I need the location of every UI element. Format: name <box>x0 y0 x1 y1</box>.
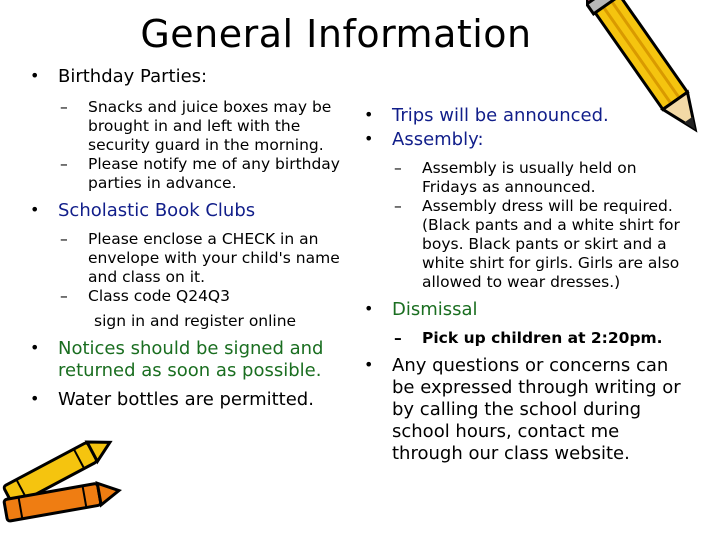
page-title: General Information <box>140 12 532 56</box>
list-item: – Please enclose a CHECK in an envelope with your child's name and class on it. <box>60 230 340 286</box>
dismissal-heading: Dismissal <box>392 299 478 320</box>
bullet: • <box>30 66 40 85</box>
bullet: • <box>364 129 374 148</box>
bullet: • <box>364 105 374 124</box>
assembly-heading: Assembly: <box>392 129 484 150</box>
scholastic-note: sign in and register online <box>94 312 297 330</box>
water-item: • Water bottles are permitted. <box>30 389 314 410</box>
birthday-heading: Birthday Parties: <box>58 66 208 87</box>
list-item: – Class code Q24Q3 <box>60 287 230 305</box>
list-item: – Snacks and juice boxes may be brought in and left with the security guard in the morning. <box>60 98 332 154</box>
list-item: – Pick up children at 2:20pm. <box>394 329 663 347</box>
questions-item: • Any questions or concerns can be expressed through writing or by calling the school during school hours, contact me through our class website. <box>364 355 681 464</box>
list-item: – Assembly is usually held on Fridays as announced. <box>394 159 637 196</box>
left-column <box>28 66 346 418</box>
bullet: • <box>30 200 40 219</box>
bullet: • <box>364 355 374 374</box>
trips-item: • Trips will be announced. <box>364 105 609 126</box>
right-column <box>362 105 682 472</box>
assembly-section <box>362 129 682 292</box>
bullet: • <box>364 299 374 318</box>
dismissal-section <box>362 299 682 348</box>
birthday-section <box>28 66 346 193</box>
crayons-icon <box>0 432 130 537</box>
list-item: – Assembly dress will be required. (Black pants and a white shirt for boys. Black pants or skirt and a white shirt for girls. Girls are also allowed to wear dresses.) <box>394 197 680 291</box>
scholastic-section <box>28 200 346 331</box>
notices-item: • Notices should be signed and returned as soon as possible. <box>30 338 324 381</box>
bullet: • <box>30 338 40 357</box>
list-item: – Please notify me of any birthday parties in advance. <box>60 155 340 192</box>
scholastic-heading: Scholastic Book Clubs <box>58 200 256 221</box>
bullet: • <box>30 389 40 408</box>
